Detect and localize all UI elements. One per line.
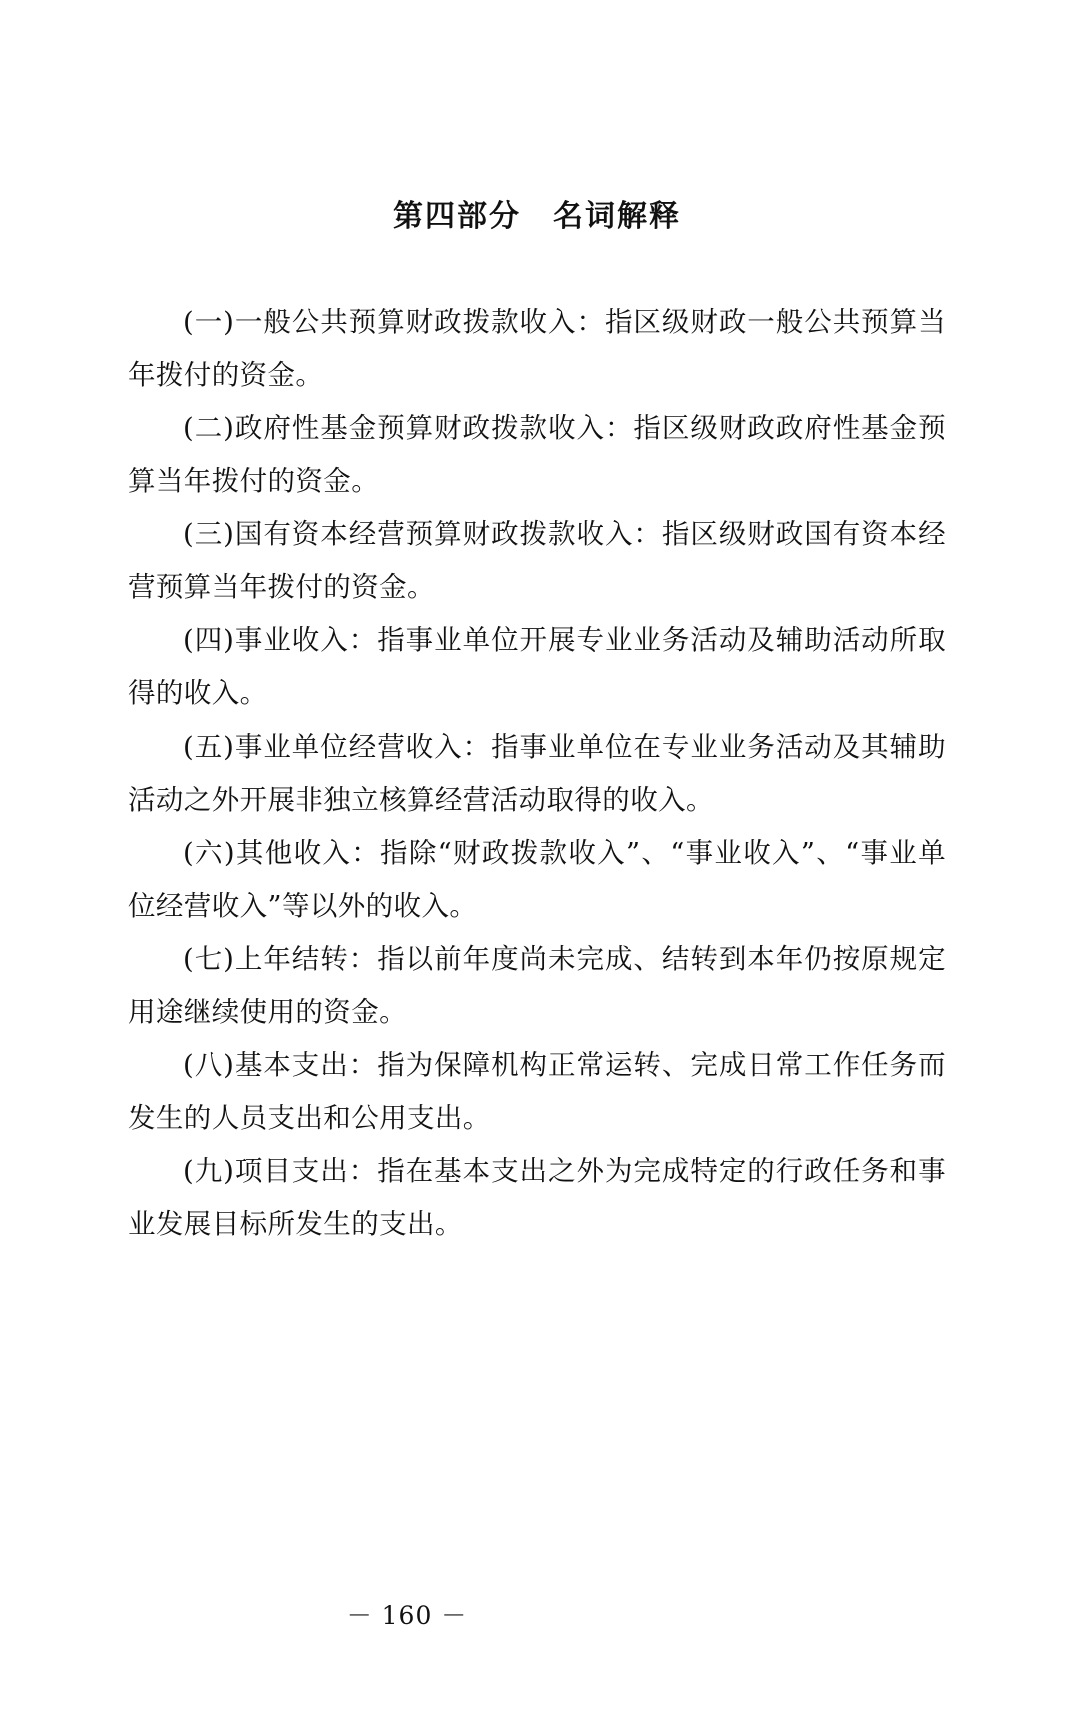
paragraph: (三)国有资本经营预算财政拨款收入：指区级财政国有资本经营预算当年拨付的资金。 (128, 518, 946, 604)
page-number: － 160 － (346, 1601, 468, 1630)
paragraph: (五)事业单位经营收入：指事业单位在专业业务活动及其辅助活动之外开展非独立核算经营活动取得的收入。 (128, 730, 946, 816)
document-body (128, 296, 946, 1251)
paragraph: (一)一般公共预算财政拨款收入：指区级财政一般公共预算当年拨付的资金。 (128, 306, 946, 392)
paragraph: (八)基本支出：指为保障机构正常运转、完成日常工作任务而发生的人员支出和公用支出。 (128, 1048, 946, 1134)
paragraph: (九)项目支出：指在基本支出之外为完成特定的行政任务和事业发展目标所发生的支出。 (128, 1155, 946, 1241)
page-title: 第四部分 名词解释 (393, 199, 681, 234)
paragraph: (四)事业收入：指事业单位开展专业业务活动及辅助活动所取得的收入。 (128, 624, 946, 710)
page-footer (0, 1596, 1074, 1632)
paragraph: (七)上年结转：指以前年度尚未完成、结转到本年仍按原规定用途继续使用的资金。 (128, 942, 946, 1028)
document-page (0, 196, 1074, 1716)
paragraph: (二)政府性基金预算财政拨款收入：指区级财政政府性基金预算当年拨付的资金。 (128, 412, 946, 498)
paragraph: (六)其他收入：指除“财政拨款收入”、“事业收入”、“事业单位经营收入”等以外的收入。 (128, 836, 946, 922)
